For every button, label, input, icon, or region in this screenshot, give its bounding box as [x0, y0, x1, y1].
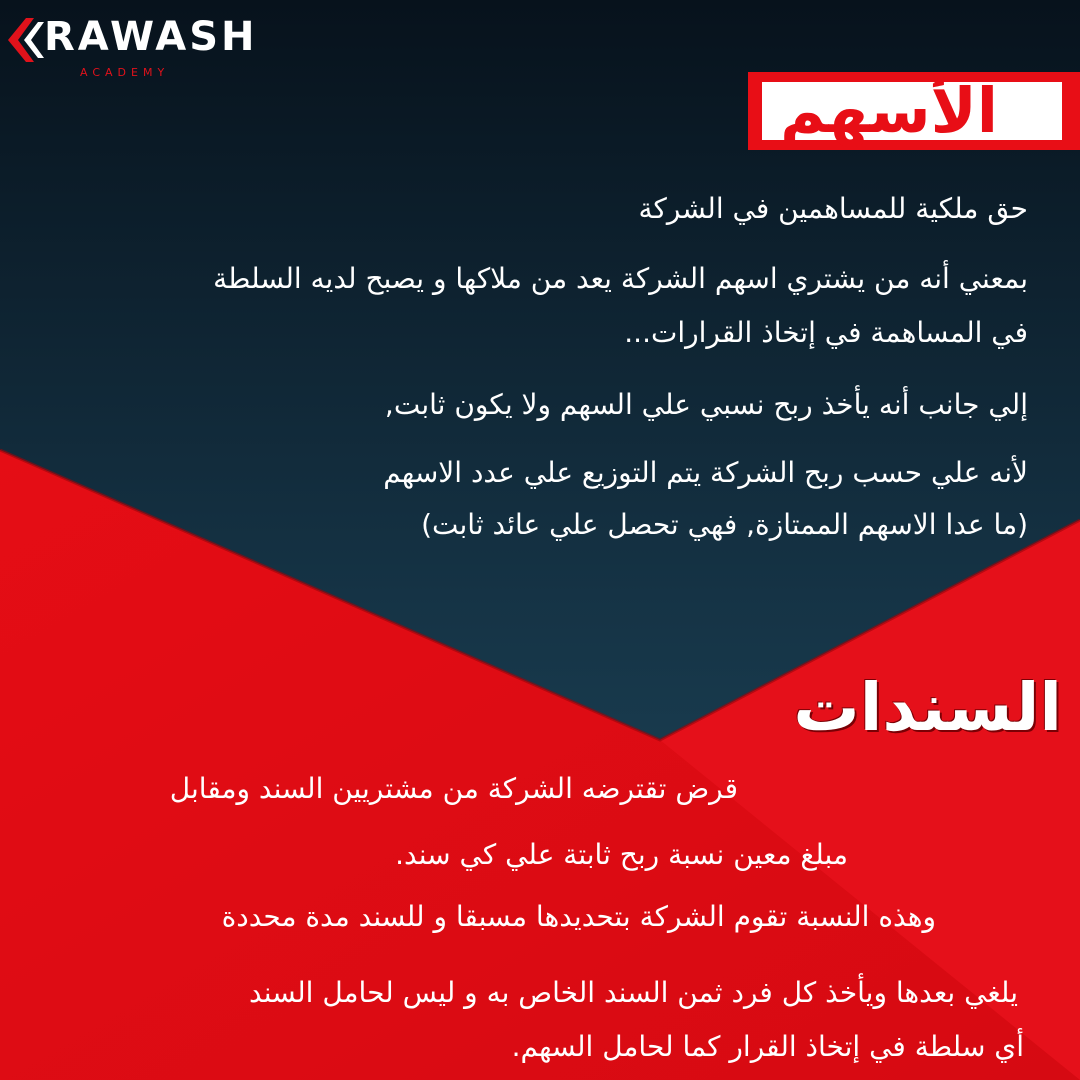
- stocks-line-1: حق ملكية للمساهمين في الشركة: [638, 192, 1028, 225]
- bonds-line-1: قرض تقترضه الشركة من مشتريين السند ومقابل: [169, 772, 738, 805]
- bonds-title: السندات: [793, 669, 1062, 746]
- bonds-line-2: مبلغ معين نسبة ربح ثابتة علي كي سند.: [395, 838, 848, 871]
- bonds-line-5: أي سلطة في إتخاذ القرار كما لحامل السهم.: [511, 1030, 1024, 1063]
- stocks-line-4: إلي جانب أنه يأخذ ربح نسبي علي السهم ولا يكون ثابت,: [384, 388, 1028, 421]
- stocks-line-5: لأنه علي حسب ربح الشركة يتم التوزيع علي عدد الاسهم: [383, 456, 1028, 489]
- logo-brand: RAWASH: [44, 14, 258, 60]
- stocks-line-6: (ما عدا الاسهم الممتازة, فهي تحصل علي عائد ثابت): [421, 508, 1028, 541]
- stocks-line-2: بمعني أنه من يشتري اسهم الشركة يعد من ملاكها و يصبح لديه السلطة: [213, 262, 1028, 295]
- bonds-line-4: يلغي بعدها ويأخذ كل فرد ثمن السند الخاص به و ليس لحامل السند: [249, 976, 1018, 1009]
- bonds-line-3: وهذه النسبة تقوم الشركة بتحديدها مسبقا و للسند مدة محددة: [221, 900, 936, 933]
- logo-subtitle: ACADEMY: [80, 66, 170, 79]
- stocks-line-3: في المساهمة في إتخاذ القرارات...: [624, 316, 1028, 349]
- stocks-title: الأسهم: [780, 74, 998, 147]
- logo: [4, 6, 258, 80]
